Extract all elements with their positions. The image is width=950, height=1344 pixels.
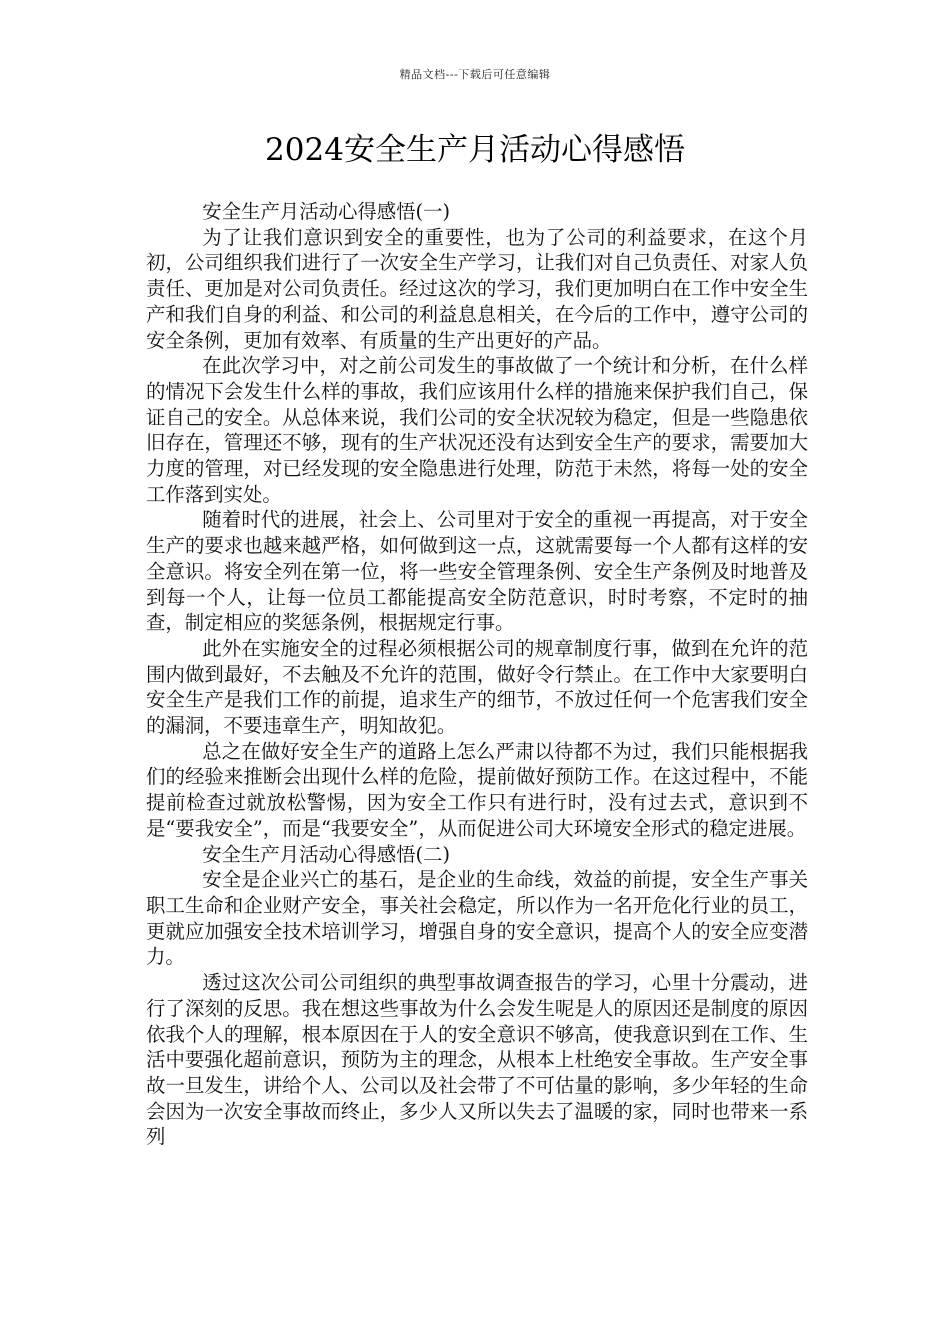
section-heading-2: 安全生产月活动心得感悟(二) (202, 842, 451, 866)
paragraph: 为了让我们意识到安全的重要性，也为了公司的利益要求，在这个月初，公司组织我们进行了一次安全生产学习，让我们对自己负责任、对家人负责任、更加是对公司负责任。经过这次的学习，我们更加明白在工作中安全生产和我们自身的利益、和公司的利益息息相关，在今后的工作中，遵守公司的安全条例，更加有效率、有质量的生产出更好的产品。 (146, 225, 808, 352)
document-title: 2024安全生产月活动心得感悟 (265, 132, 685, 168)
section-heading-1: 安全生产月活动心得感悟(一) (202, 200, 451, 223)
paragraph: 总之在做好安全生产的道路上怎么严肃以待都不为过，我们只能根据我们的经验来推断会出现什么样的危险，提前做好预防工作。在这过程中，不能提前检查过就放松警惕，因为安全工作只有进行时，没有过去式，意识到不是“要我安全”，而是“我要安全”，从而促进公司大环境安全形式的稳定进展。 (146, 739, 808, 840)
paragraph: 安全是企业兴亡的基石，是企业的生命线，效益的前提，安全生产事关职工生命和企业财产安全，事关社会稳定，所以作为一名开危化行业的员工，更就应加强安全技术培训学习，增强自身的安全意识，提高个人的安全应变潜力。 (146, 868, 808, 969)
document-body (146, 199, 808, 1150)
paragraph: 随着时代的进展，社会上、公司里对于安全的重视一再提高，对于安全生产的要求也越来越严格，如何做到这一点，这就需要每一个人都有这样的安全意识。将安全列在第一位，将一些安全管理条例、安全生产条例及时地普及到每一个人，让每一位员工都能提高安全防范意识，时时考察，不定时的抽查，制定相应的奖惩条例，根据规定行事。 (146, 508, 808, 635)
paragraph: 透过这次公司公司组织的典型事故调查报告的学习，心里十分震动，进行了深刻的反思。我在想这些事故为什么会发生呢是人的原因还是制度的原因依我个人的理解，根本原因在于人的安全意识不够高，使我意识到在工作、生活中要强化超前意识，预防为主的理念，从根本上杜绝安全事故。生产安全事故一旦发生，讲给个人、公司以及社会带了不可估量的影响，多少年轻的生命会因为一次安全事故而终止，多少人又所以失去了温暖的家，同时也带来一系列 (146, 971, 808, 1149)
page-header: 精品文档---下载后可任意编辑 (399, 68, 551, 81)
paragraph: 此外在实施安全的过程必须根据公司的规章制度行事，做到在允许的范围内做到最好，不去触及不允许的范围，做好令行禁止。在工作中大家要明白安全生产是我们工作的前提，追求生产的细节，不放过任何一个危害我们安全的漏洞，不要违章生产，明知故犯。 (146, 636, 808, 738)
paragraph: 在此次学习中，对之前公司发生的事故做了一个统计和分析，在什么样的情况下会发生什么样的事故，我们应该用什么样的措施来保护我们自己，保证自己的安全。从总体来说，我们公司的安全状况较为稳定，但是一些隐患依旧存在，管理还不够，现有的生产状况还没有达到安全生产的要求，需要加大力度的管理，对已经发现的安全隐患进行处理，防范于未然，将每一处的安全工作落到实处。 (146, 354, 808, 506)
